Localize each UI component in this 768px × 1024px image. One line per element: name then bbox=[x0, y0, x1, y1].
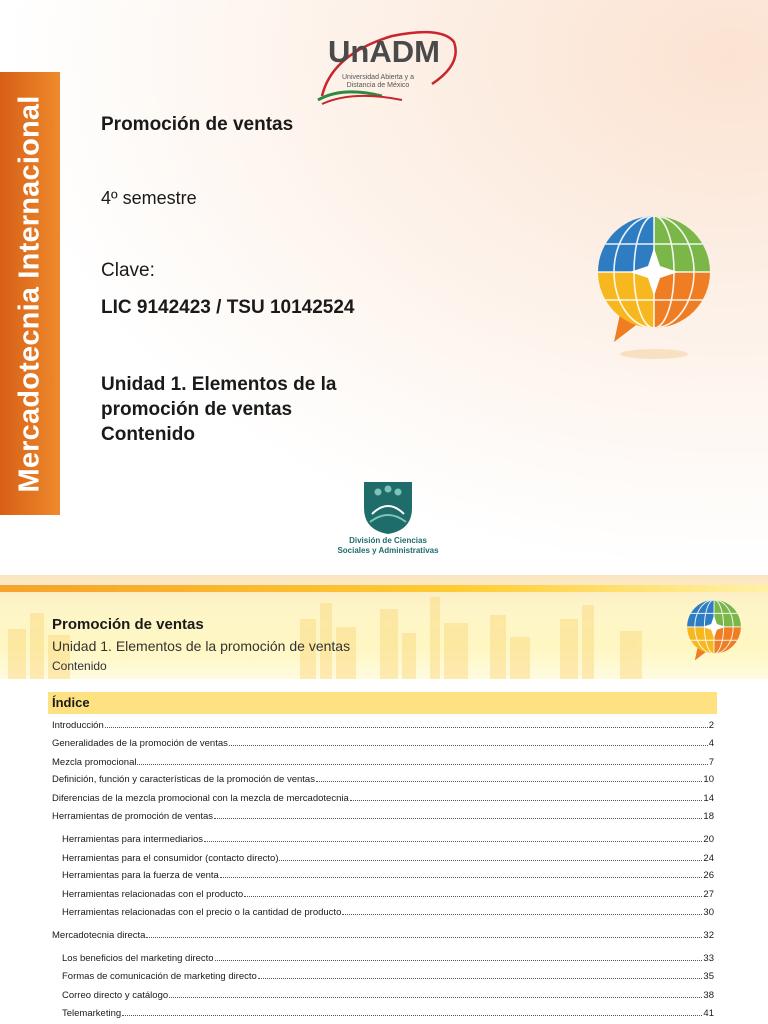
cover-clave-label: Clave: bbox=[101, 260, 155, 281]
logo-name: UnADM bbox=[328, 34, 440, 69]
toc-dot-leader bbox=[316, 771, 702, 782]
division-line1: División de Ciencias bbox=[349, 536, 427, 545]
cover-unit-line1: Unidad 1. Elementos de la bbox=[101, 374, 337, 395]
globe-speech-bubble-icon bbox=[592, 214, 716, 364]
toc-dot-leader bbox=[105, 717, 708, 728]
header-title: Promoción de ventas bbox=[52, 616, 204, 633]
cover-unit-line3: Contenido bbox=[101, 424, 195, 445]
toc-dot-leader bbox=[122, 1005, 702, 1016]
index-page bbox=[0, 575, 768, 1024]
toc-entry[interactable] bbox=[62, 987, 714, 1001]
toc-entry[interactable] bbox=[52, 790, 714, 804]
toc-entry-page: 2 bbox=[708, 720, 714, 731]
toc-dot-leader bbox=[204, 831, 702, 842]
unadm-logo bbox=[312, 24, 462, 106]
toc-entry-page: 7 bbox=[708, 757, 714, 768]
toc-entry[interactable] bbox=[52, 771, 714, 785]
toc-entry-title: Los beneficios del marketing directo bbox=[62, 953, 214, 964]
toc-entry[interactable] bbox=[52, 927, 714, 941]
toc-dot-leader bbox=[279, 850, 702, 861]
toc-entry-page: 18 bbox=[703, 811, 714, 822]
cover-semester: 4º semestre bbox=[101, 188, 197, 208]
toc-entry-page: 20 bbox=[703, 834, 714, 845]
toc-entry-title: Telemarketing bbox=[62, 1008, 122, 1019]
logo-sub-line2: Distancia de México bbox=[346, 82, 410, 89]
toc-entry[interactable] bbox=[62, 968, 714, 982]
toc-entry-page: 24 bbox=[703, 853, 714, 864]
cover-title: Promoción de ventas bbox=[101, 114, 294, 135]
toc-entry[interactable] bbox=[62, 886, 714, 900]
cover-unit-line2: promoción de ventas bbox=[101, 399, 293, 420]
toc-dot-leader bbox=[350, 790, 703, 801]
toc-entry-title: Herramientas para la fuerza de venta bbox=[62, 870, 219, 881]
toc-entry[interactable] bbox=[52, 717, 714, 731]
toc-entry[interactable] bbox=[62, 950, 714, 964]
division-logo bbox=[318, 478, 458, 568]
cover-unit bbox=[101, 372, 421, 447]
side-label: Mercadotecnia Internacional bbox=[13, 95, 46, 493]
logo-sub-line1: Universidad Abierta y a bbox=[342, 74, 414, 81]
toc-entry-title: Correo directo y catálogo bbox=[62, 990, 169, 1001]
toc-entry-page: 14 bbox=[703, 793, 714, 804]
toc-entry-title: Herramientas para el consumidor (contacto directo) bbox=[62, 853, 279, 864]
toc-entry-page: 32 bbox=[703, 930, 714, 941]
toc-entry[interactable] bbox=[52, 735, 714, 749]
toc-dot-leader bbox=[220, 867, 703, 878]
division-emblem-icon bbox=[318, 478, 458, 536]
toc-dot-leader bbox=[244, 886, 702, 897]
header-subtitle: Contenido bbox=[52, 659, 107, 673]
toc-entry-page: 30 bbox=[703, 907, 714, 918]
toc-entry-title: Mezcla promocional bbox=[52, 757, 137, 768]
toc-entry-title: Herramientas de promoción de ventas bbox=[52, 811, 214, 822]
toc-entry-page: 33 bbox=[703, 953, 714, 964]
toc-entry-title: Herramientas relacionadas con el producto bbox=[62, 889, 244, 900]
toc-entry-title: Generalidades de la promoción de ventas bbox=[52, 738, 228, 749]
globe-speech-bubble-icon bbox=[684, 599, 744, 671]
division-text bbox=[318, 536, 458, 556]
cover-clave-value: LIC 9142423 / TSU 10142524 bbox=[101, 297, 355, 318]
toc-entry-page: 41 bbox=[703, 1008, 714, 1019]
toc-entry-page: 27 bbox=[703, 889, 714, 900]
toc-entry-page: 35 bbox=[703, 971, 714, 982]
toc-entry-page: 26 bbox=[703, 870, 714, 881]
toc-entry[interactable] bbox=[62, 904, 714, 918]
toc-entry[interactable] bbox=[52, 754, 714, 768]
toc-entry-title: Herramientas para intermediarios bbox=[62, 834, 203, 845]
toc-dot-leader bbox=[137, 754, 707, 765]
city-skyline-decoration bbox=[0, 589, 768, 679]
header-banner bbox=[0, 575, 768, 679]
toc-entry-title: Introducción bbox=[52, 720, 104, 731]
toc-entry[interactable] bbox=[62, 850, 714, 864]
index-heading: Índice bbox=[48, 692, 717, 714]
toc-entry-page: 38 bbox=[703, 990, 714, 1001]
toc-entry[interactable] bbox=[62, 831, 714, 845]
header-unit: Unidad 1. Elementos de la promoción de ventas bbox=[52, 638, 351, 654]
toc-entry-title: Herramientas relacionadas con el precio o la cantidad de producto bbox=[62, 907, 342, 918]
toc-entry-page: 10 bbox=[703, 774, 714, 785]
toc-dot-leader bbox=[146, 927, 702, 938]
logo-subtitle bbox=[342, 74, 414, 90]
toc-entry[interactable] bbox=[52, 808, 714, 822]
toc-entry-title: Formas de comunicación de marketing directo bbox=[62, 971, 257, 982]
toc-entry-title: Mercadotecnia directa bbox=[52, 930, 146, 941]
toc-dot-leader bbox=[258, 968, 703, 979]
toc-dot-leader bbox=[342, 904, 702, 915]
toc-entry[interactable] bbox=[62, 867, 714, 881]
division-line2: Sociales y Administrativas bbox=[337, 546, 439, 555]
toc-dot-leader bbox=[229, 735, 708, 746]
toc-dot-leader bbox=[215, 950, 703, 961]
toc-entry[interactable] bbox=[62, 1005, 714, 1019]
toc-entry-title: Definición, función y características de la promoción de ventas bbox=[52, 774, 315, 785]
toc-entry-title: Diferencias de la mezcla promocional con la mezcla de mercadotecnia bbox=[52, 793, 349, 804]
toc-dot-leader bbox=[214, 808, 702, 819]
toc-entry-page: 4 bbox=[708, 738, 714, 749]
toc-dot-leader bbox=[169, 987, 702, 998]
